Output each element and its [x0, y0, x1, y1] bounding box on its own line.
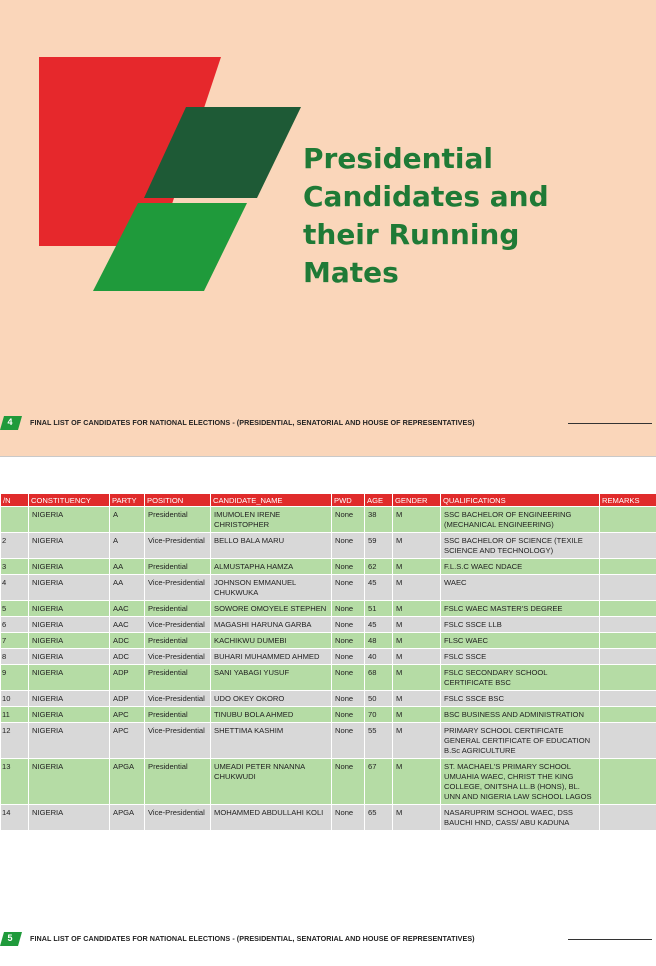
cell-constituency: NIGERIA: [29, 707, 110, 723]
cell-age: 45: [365, 617, 393, 633]
cell-candidate-name: MOHAMMED ABDULLAHI KOLI: [211, 805, 332, 831]
cell-position: Presidential: [145, 633, 211, 649]
cell-constituency: NIGERIA: [29, 617, 110, 633]
header-party: PARTY: [110, 494, 145, 507]
table-row: [1, 707, 656, 723]
table-row: [1, 617, 656, 633]
cell-constituency: NIGERIA: [29, 559, 110, 575]
cell-party: A: [110, 533, 145, 559]
footer-text: FINAL LIST OF CANDIDATES FOR NATIONAL ELECTIONS - (PRESIDENTIAL, SENATORIAL AND HOUSE OF REPRESENTATIVES): [30, 418, 475, 427]
page-title: [303, 140, 643, 292]
title-line: their Running: [303, 218, 520, 251]
cell-sn: 12: [1, 723, 29, 759]
cell-gender: M: [393, 649, 441, 665]
cell-party: AA: [110, 575, 145, 601]
cell-constituency: NIGERIA: [29, 507, 110, 533]
table-page: [0, 466, 656, 966]
table-row: [1, 633, 656, 649]
cell-position: Vice-Presidential: [145, 533, 211, 559]
table-body: [1, 507, 656, 831]
cell-gender: M: [393, 691, 441, 707]
cell-qualifications: FLSC WAEC: [441, 633, 600, 649]
cell-position: Presidential: [145, 601, 211, 617]
table-row: [1, 649, 656, 665]
header-constituency: CONSTITUENCY: [29, 494, 110, 507]
header-qualifications: QUALIFICATIONS: [441, 494, 600, 507]
table-row: [1, 575, 656, 601]
table-row: [1, 559, 656, 575]
cell-candidate-name: MAGASHI HARUNA GARBA: [211, 617, 332, 633]
cell-gender: M: [393, 665, 441, 691]
cell-position: Vice-Presidential: [145, 649, 211, 665]
cell-position: Vice-Presidential: [145, 575, 211, 601]
title-line: Mates: [303, 256, 399, 289]
cell-party: AAC: [110, 601, 145, 617]
cell-sn: 13: [1, 759, 29, 805]
cell-candidate-name: UMEADI PETER NNANNA CHUKWUDI: [211, 759, 332, 805]
cell-gender: M: [393, 707, 441, 723]
table-row: [1, 759, 656, 805]
cell-constituency: NIGERIA: [29, 805, 110, 831]
cell-candidate-name: SOWORE OMOYELE STEPHEN: [211, 601, 332, 617]
header-pwd: PWD: [332, 494, 365, 507]
cell-age: 45: [365, 575, 393, 601]
cell-position: Presidential: [145, 507, 211, 533]
cell-qualifications: WAEC: [441, 575, 600, 601]
header-sn: /N: [1, 494, 29, 507]
cell-remarks: [600, 533, 656, 559]
cell-age: 62: [365, 559, 393, 575]
cell-party: ADC: [110, 633, 145, 649]
cell-qualifications: FSLC SSCE LLB: [441, 617, 600, 633]
cell-remarks: [600, 633, 656, 649]
cell-sn: 2: [1, 533, 29, 559]
cell-remarks: [600, 559, 656, 575]
cell-position: Vice-Presidential: [145, 805, 211, 831]
table-row: [1, 533, 656, 559]
cell-qualifications: PRIMARY SCHOOL CERTIFICATE GENERAL CERTIFICATE OF EDUCATION B.Sc AGRICULTURE: [441, 723, 600, 759]
cell-constituency: NIGERIA: [29, 575, 110, 601]
cell-candidate-name: TINUBU BOLA AHMED: [211, 707, 332, 723]
cell-party: APC: [110, 723, 145, 759]
cell-gender: M: [393, 805, 441, 831]
cell-qualifications: FSLC SSCE BSC: [441, 691, 600, 707]
cell-constituency: NIGERIA: [29, 665, 110, 691]
cell-sn: 9: [1, 665, 29, 691]
cell-remarks: [600, 617, 656, 633]
cell-party: APC: [110, 707, 145, 723]
cell-remarks: [600, 649, 656, 665]
cell-position: Presidential: [145, 759, 211, 805]
cell-candidate-name: BUHARI MUHAMMED AHMED: [211, 649, 332, 665]
cell-position: Presidential: [145, 707, 211, 723]
cell-constituency: NIGERIA: [29, 633, 110, 649]
cell-pwd: None: [332, 601, 365, 617]
table-row: [1, 507, 656, 533]
cell-party: ADP: [110, 691, 145, 707]
table-header-row: [1, 494, 656, 507]
cell-party: APGA: [110, 759, 145, 805]
cell-pwd: None: [332, 665, 365, 691]
cell-candidate-name: ALMUSTAPHA HAMZA: [211, 559, 332, 575]
cell-sn: 6: [1, 617, 29, 633]
page-number: 4: [7, 417, 13, 427]
cell-gender: M: [393, 759, 441, 805]
cell-qualifications: FSLC SSCE: [441, 649, 600, 665]
page-footer: [0, 414, 656, 434]
cell-pwd: None: [332, 575, 365, 601]
cell-remarks: [600, 707, 656, 723]
cell-age: 70: [365, 707, 393, 723]
cell-age: 59: [365, 533, 393, 559]
cell-pwd: None: [332, 723, 365, 759]
cell-pwd: None: [332, 805, 365, 831]
table-row: [1, 601, 656, 617]
header-age: AGE: [365, 494, 393, 507]
header-remarks: REMARKS: [600, 494, 656, 507]
cell-pwd: None: [332, 533, 365, 559]
cell-qualifications: NASARUPRIM SCHOOL WAEC, DSS BAUCHI HND, CASS/ ABU KADUNA: [441, 805, 600, 831]
footer-divider: [568, 423, 652, 424]
footer-text: FINAL LIST OF CANDIDATES FOR NATIONAL ELECTIONS - (PRESIDENTIAL, SENATORIAL AND HOUSE OF REPRESENTATIVES): [30, 934, 475, 943]
cell-gender: M: [393, 575, 441, 601]
cell-qualifications: ST. MACHAEL'S PRIMARY SCHOOL UMUAHIA WAEC, CHRIST THE KING COLLEGE, ONITSHA LL.B (HONS), BL. UNN AND NIGERIA LAW SCHOOL LAGOS: [441, 759, 600, 805]
cell-position: Vice-Presidential: [145, 691, 211, 707]
cell-candidate-name: BELLO BALA MARU: [211, 533, 332, 559]
header-position: POSITION: [145, 494, 211, 507]
cell-sn: [1, 507, 29, 533]
cell-gender: M: [393, 601, 441, 617]
cell-qualifications: BSC BUSINESS AND ADMINISTRATION: [441, 707, 600, 723]
cell-candidate-name: IMUMOLEN IRENE CHRISTOPHER: [211, 507, 332, 533]
cell-sn: 5: [1, 601, 29, 617]
footer-divider: [568, 939, 652, 940]
cell-gender: M: [393, 559, 441, 575]
cell-remarks: [600, 759, 656, 805]
cell-party: A: [110, 507, 145, 533]
cell-constituency: NIGERIA: [29, 533, 110, 559]
title-line: Candidates and: [303, 180, 549, 213]
cell-position: Presidential: [145, 665, 211, 691]
cell-candidate-name: SANI YABAGI YUSUF: [211, 665, 332, 691]
cell-party: AA: [110, 559, 145, 575]
cell-age: 38: [365, 507, 393, 533]
cell-remarks: [600, 665, 656, 691]
cell-qualifications: SSC BACHELOR OF ENGINEERING (MECHANICAL ENGINEERING): [441, 507, 600, 533]
cover-page: [0, 0, 656, 456]
cell-age: 65: [365, 805, 393, 831]
cell-party: APGA: [110, 805, 145, 831]
cell-age: 55: [365, 723, 393, 759]
cell-age: 40: [365, 649, 393, 665]
page-number: 5: [7, 933, 13, 943]
cell-position: Vice-Presidential: [145, 723, 211, 759]
page-separator: [0, 456, 656, 466]
cell-gender: M: [393, 633, 441, 649]
cell-gender: M: [393, 723, 441, 759]
cell-pwd: None: [332, 649, 365, 665]
cell-age: 67: [365, 759, 393, 805]
cell-qualifications: F.L.S.C WAEC NDACE: [441, 559, 600, 575]
cell-age: 51: [365, 601, 393, 617]
cell-pwd: None: [332, 691, 365, 707]
cell-position: Vice-Presidential: [145, 617, 211, 633]
cell-gender: M: [393, 533, 441, 559]
cell-pwd: None: [332, 559, 365, 575]
cell-sn: 10: [1, 691, 29, 707]
cell-pwd: None: [332, 759, 365, 805]
title-line: Presidential: [303, 142, 494, 175]
cell-candidate-name: JOHNSON EMMANUEL CHUKWUKA: [211, 575, 332, 601]
cell-constituency: NIGERIA: [29, 601, 110, 617]
cell-constituency: NIGERIA: [29, 759, 110, 805]
cell-qualifications: FSLC WAEC MASTER'S DEGREE: [441, 601, 600, 617]
cell-position: Presidential: [145, 559, 211, 575]
cell-sn: 11: [1, 707, 29, 723]
cell-sn: 14: [1, 805, 29, 831]
page-number-badge: [0, 932, 22, 946]
cell-pwd: None: [332, 617, 365, 633]
cell-pwd: None: [332, 633, 365, 649]
cell-age: 48: [365, 633, 393, 649]
table-row: [1, 665, 656, 691]
cell-constituency: NIGERIA: [29, 723, 110, 759]
page-footer: [0, 930, 656, 950]
cell-party: AAC: [110, 617, 145, 633]
cell-remarks: [600, 723, 656, 759]
cell-gender: M: [393, 617, 441, 633]
cell-pwd: None: [332, 707, 365, 723]
cell-remarks: [600, 575, 656, 601]
cell-age: 50: [365, 691, 393, 707]
cell-sn: 3: [1, 559, 29, 575]
candidates-table: [0, 493, 656, 831]
cell-sn: 8: [1, 649, 29, 665]
cell-constituency: NIGERIA: [29, 649, 110, 665]
cell-candidate-name: UDO OKEY OKORO: [211, 691, 332, 707]
page-number-badge: [0, 416, 22, 430]
cell-candidate-name: SHETTIMA KASHIM: [211, 723, 332, 759]
cell-constituency: NIGERIA: [29, 691, 110, 707]
cell-remarks: [600, 601, 656, 617]
cell-age: 68: [365, 665, 393, 691]
cell-qualifications: FSLC SECONDARY SCHOOL CERTIFICATE BSC: [441, 665, 600, 691]
cell-remarks: [600, 805, 656, 831]
cell-candidate-name: KACHIKWU DUMEBI: [211, 633, 332, 649]
cell-party: ADP: [110, 665, 145, 691]
cell-gender: M: [393, 507, 441, 533]
cell-party: ADC: [110, 649, 145, 665]
cell-qualifications: SSC BACHELOR OF SCIENCE (TEXILE SCIENCE AND TECHNOLOGY): [441, 533, 600, 559]
header-gender: GENDER: [393, 494, 441, 507]
cell-pwd: None: [332, 507, 365, 533]
cell-sn: 4: [1, 575, 29, 601]
table-row: [1, 805, 656, 831]
cell-remarks: [600, 507, 656, 533]
table-row: [1, 691, 656, 707]
header-candidate-name: CANDIDATE_NAME: [211, 494, 332, 507]
table-row: [1, 723, 656, 759]
cell-remarks: [600, 691, 656, 707]
cell-sn: 7: [1, 633, 29, 649]
